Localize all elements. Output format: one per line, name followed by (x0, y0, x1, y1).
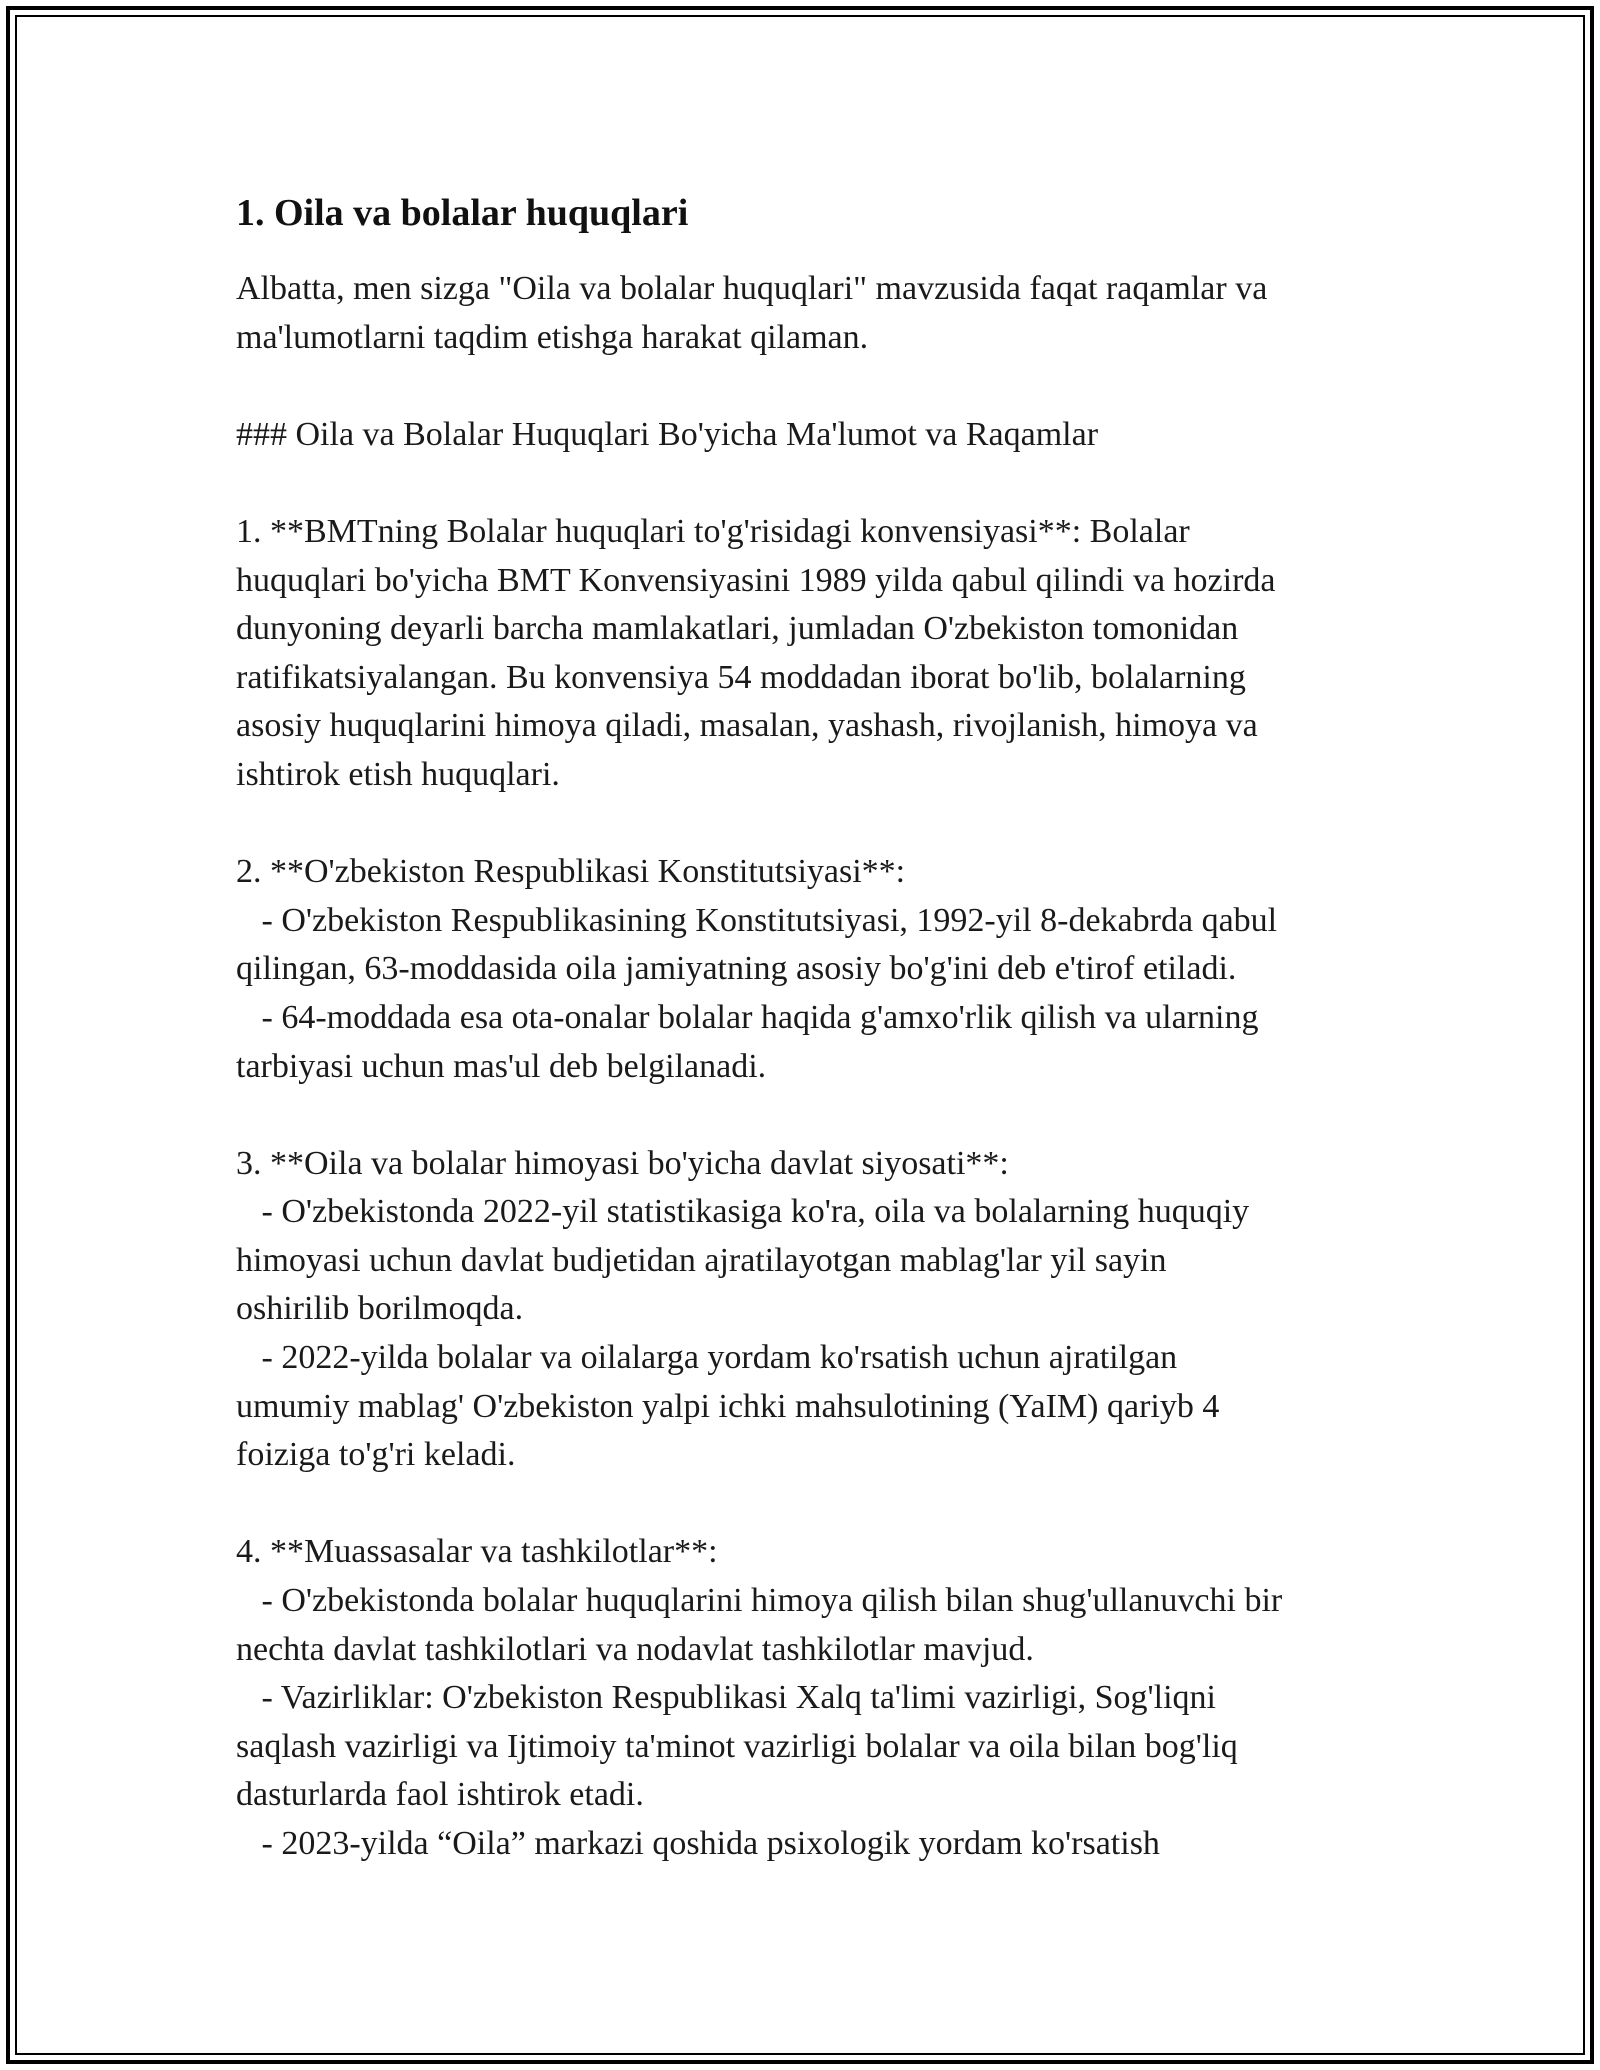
blank-line (236, 362, 1386, 411)
text-line: ratifikatsiyalangan. Bu konvensiya 54 moddadan iborat bo'lib, bolalarning (236, 658, 1246, 696)
text-line: tarbiyasi uchun mas'ul deb belgilanadi. (236, 1047, 767, 1085)
text-line: 2. **O'zbekiston Respublikasi Konstitutsiyasi**: (236, 853, 906, 891)
text-line: nechta davlat tashkilotlari va nodavlat tashkilotlar mavjud. (236, 1630, 1034, 1668)
text-line: - 2023-yilda “Oila” markazi qoshida psixologik yordam ko'rsatish (236, 1825, 1160, 1862)
text-line: ### Oila va Bolalar Huquqlari Bo'yicha Ma'lumot va Raqamlar (236, 415, 1099, 453)
text-line: ishtirok etish huquqlari. (236, 755, 560, 793)
text-line: himoyasi uchun davlat budjetidan ajratilayotgan mablag'lar yil sayin (236, 1241, 1167, 1279)
text-line: - O'zbekistonda 2022-yil statistikasiga ko'ra, oila va bolalarning huquqiy (236, 1193, 1250, 1231)
document-body (236, 187, 1386, 1869)
text-line: - 2022-yilda bolalar va oilalarga yordam ko'rsatish uchun ajratilgan (236, 1339, 1178, 1377)
text-line: - 64-moddada esa ota-onalar bolalar haqida g'amxo'rlik qilish va ularning (236, 998, 1259, 1036)
text-line: dasturlarda faol ishtirok etadi. (236, 1776, 644, 1814)
text-line: 1. **BMTning Bolalar huquqlari to'g'risidagi konvensiyasi**: Bolalar (236, 512, 1190, 550)
text-line: asosiy huquqlarini himoya qiladi, masalan, yashash, rivojlanish, himoya va (236, 707, 1258, 745)
text-line: - O'zbekiston Respublikasining Konstitutsiyasi, 1992-yil 8-dekabrda qabul (236, 901, 1278, 939)
text-line: foiziga to'g'ri keladi. (236, 1436, 516, 1474)
text-line: ma'lumotlarni taqdim etishga harakat qilaman. (236, 318, 869, 356)
document-title: 1. Oila va bolalar huquqlari (236, 192, 689, 234)
blank-line (236, 800, 1386, 849)
text-line: saqlash vazirligi va Ijtimoiy ta'minot vazirligi bolalar va oila bilan bog'liq (236, 1727, 1238, 1765)
text-line: 3. **Oila va bolalar himoyasi bo'yicha davlat siyosati**: (236, 1144, 1009, 1182)
text-line: huquqlari bo'yicha BMT Konvensiyasini 1989 yilda qabul qilindi va hozirda (236, 561, 1276, 599)
text-line: - O'zbekistonda bolalar huquqlarini himoya qilish bilan shug'ullanuvchi bir (236, 1582, 1283, 1620)
text-line: umumiy mablag' O'zbekiston yalpi ichki mahsulotining (YaIM) qariyb 4 (236, 1387, 1220, 1425)
blank-line (236, 1480, 1386, 1529)
text-line: dunyoning deyarli barcha mamlakatlari, jumladan O'zbekiston tomonidan (236, 610, 1239, 648)
blank-line (236, 1091, 1386, 1140)
text-line: - Vazirliklar: O'zbekiston Respublikasi Xalq ta'limi vazirligi, Sog'liqni (236, 1679, 1216, 1717)
document-text (236, 265, 1386, 1869)
text-line: oshirilib borilmoqda. (236, 1290, 524, 1328)
text-line: 4. **Muassasalar va tashkilotlar**: (236, 1533, 718, 1571)
text-line: Albatta, men sizga "Oila va bolalar huquqlari" mavzusida faqat raqamlar va (236, 270, 1268, 307)
text-line: qilingan, 63-moddasida oila jamiyatning asosiy bo'g'ini deb e'tirof etiladi. (236, 950, 1237, 988)
blank-line (236, 459, 1386, 508)
